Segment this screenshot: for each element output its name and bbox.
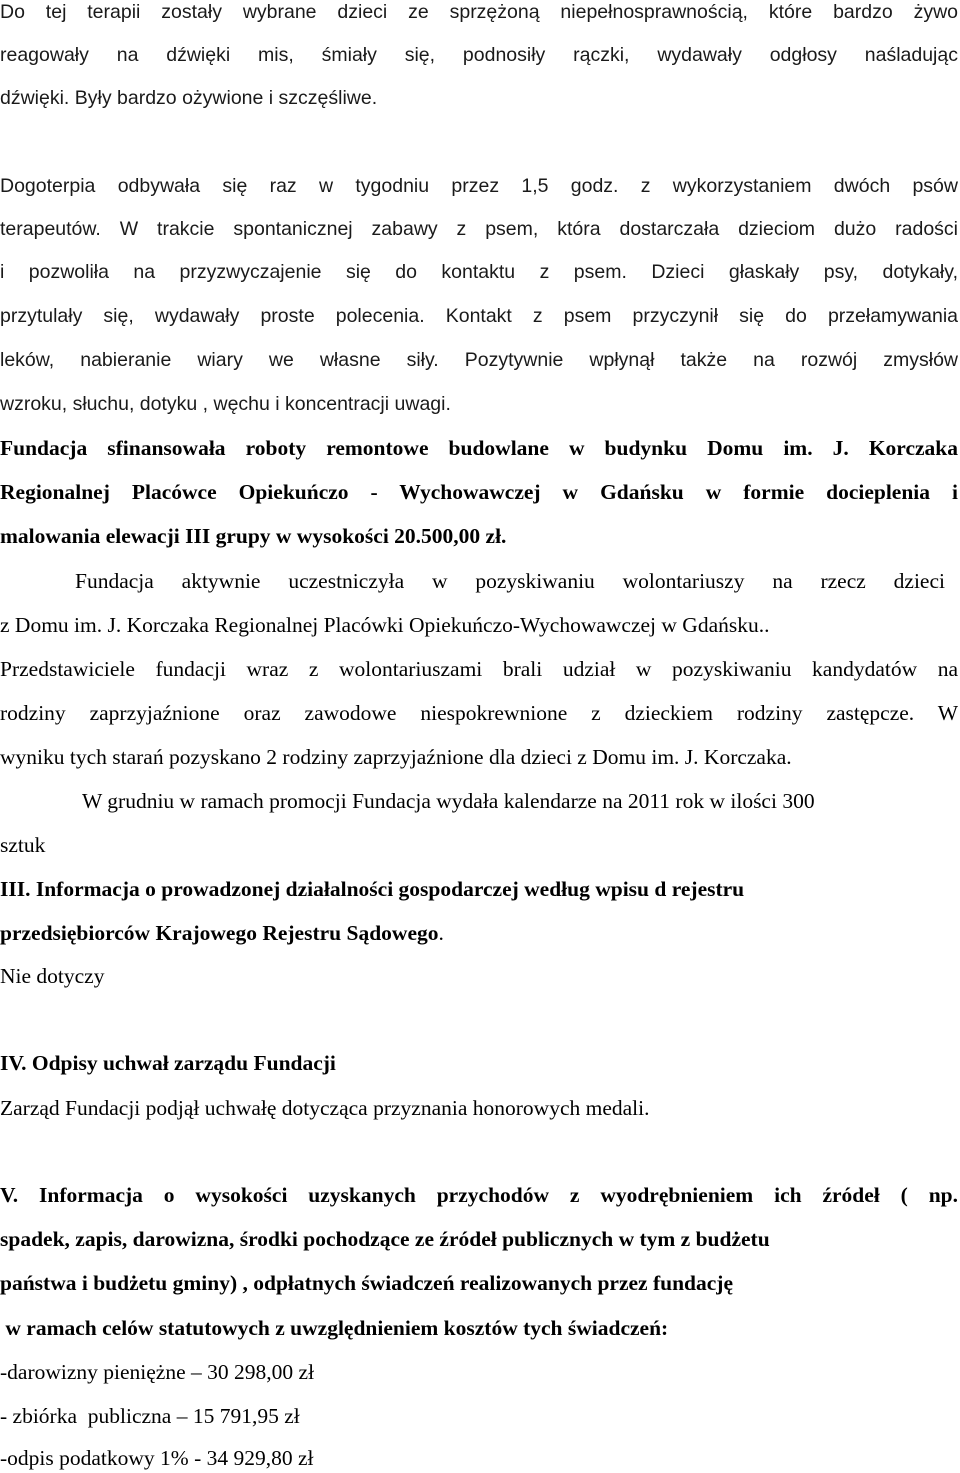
- remont-line-3: malowania elewacji III grupy w wysokości 20.500,00 zł.: [0, 524, 507, 548]
- income-item-donations: -darowizny pieniężne – 30 298,00 zł: [0, 1360, 315, 1384]
- section-v-heading-line-4: w ramach celów statutowych z uwzględnieniem kosztów tych świadczeń:: [0, 1316, 669, 1340]
- dogoterapia-line-3: i pozwoliła na przyzwyczajenie się do kontaktu z psem. Dzieci głaskały psy, dotykały,: [0, 261, 958, 283]
- wolontariusze-line-1: Fundacja aktywnie uczestniczyła w pozyskiwaniu wolontariuszy na rzecz dzieci: [75, 569, 945, 593]
- dogoterapia-line-1: Dogoterpia odbywała się raz w tygodniu przez 1,5 godz. z wykorzystaniem dwóch psów: [0, 175, 958, 197]
- remont-line-1: Fundacja sfinansowała roboty remontowe budowlane w budynku Domu im. J. Korczaka: [0, 436, 958, 460]
- section-iii-body: Nie dotyczy: [0, 964, 105, 988]
- section-v-heading-line-1: V. Informacja o wysokości uzyskanych przychodów z wyodrębnieniem ich źródeł ( np.: [0, 1183, 958, 1207]
- section-iii-heading-line-1: III. Informacja o prowadzonej działalności gospodarczej według wpisu d rejestru: [0, 877, 745, 901]
- kalendarze-line-2: sztuk: [0, 833, 46, 857]
- income-item-tax-1-percent: -odpis podatkowy 1% - 34 929,80 zł: [0, 1446, 314, 1470]
- intro-line-3: dźwięki. Były bardzo ożywione i szczęśliwe.: [0, 87, 378, 109]
- section-iii-heading-period: .: [438, 921, 444, 945]
- wolontariusze-line-2: z Domu im. J. Korczaka Regionalnej Placówki Opiekuńczo-Wychowawczej w Gdańsku..: [0, 613, 770, 637]
- section-iv-heading: IV. Odpisy uchwał zarządu Fundacji: [0, 1051, 336, 1075]
- dogoterapia-line-4: przytulały się, wydawały proste polecenia. Kontakt z psem przyczynił się do przełamywania: [0, 305, 958, 327]
- remont-line-2: Regionalnej Placówce Opiekuńczo - Wychowawczej w Gdańsku w formie docieplenia i: [0, 480, 958, 504]
- section-iii-heading-line-2: [0, 923, 444, 945]
- wolontariusze-line-5: wyniku tych starań pozyskano 2 rodziny zaprzyjaźnione dla dzieci z Domu im. J. Korczaka.: [0, 745, 792, 769]
- intro-line-2: reagowały na dźwięki mis, śmiały się, podnosiły rączki, wydawały odgłosy naśladując: [0, 44, 958, 66]
- section-iii-heading-text: przedsiębiorców Krajowego Rejestru Sądowego: [0, 921, 439, 945]
- section-iv-body: Zarząd Fundacji podjął uchwałę dotycząca przyznania honorowych medali.: [0, 1096, 650, 1120]
- income-item-public-collection: - zbiórka publiczna – 15 791,95 zł: [0, 1404, 300, 1428]
- wolontariusze-line-3: Przedstawiciele fundacji wraz z wolontariuszami brali udział w pozyskiwaniu kandydatów na: [0, 657, 958, 681]
- section-v-heading-line-2: spadek, zapis, darowizna, środki pochodzące ze źródeł publicznych w tym z budżetu: [0, 1227, 770, 1251]
- dogoterapia-line-6: wzroku, słuchu, dotyku , węchu i koncentracji uwagi.: [0, 393, 451, 415]
- wolontariusze-line-4: rodziny zaprzyjaźnione oraz zawodowe niespokrewnione z dzieckiem rodziny zastępcze. W: [0, 701, 958, 725]
- dogoterapia-line-5: leków, nabieranie wiary we własne siły. Pozytywnie wpłynął także na rozwój zmysłów: [0, 349, 958, 371]
- section-v-heading-line-3: państwa i budżetu gminy) , odpłatnych świadczeń realizowanych przez fundację: [0, 1271, 734, 1295]
- kalendarze-line-1: W grudniu w ramach promocji Fundacja wydała kalendarze na 2011 rok w ilości 300: [82, 789, 815, 813]
- dogoterapia-line-2: terapeutów. W trakcie spontanicznej zabawy z psem, która dostarczała dzieciom dużo radości: [0, 218, 958, 240]
- intro-line-1: Do tej terapii zostały wybrane dzieci ze sprzężoną niepełnosprawnością, które bardzo żywo: [0, 1, 958, 23]
